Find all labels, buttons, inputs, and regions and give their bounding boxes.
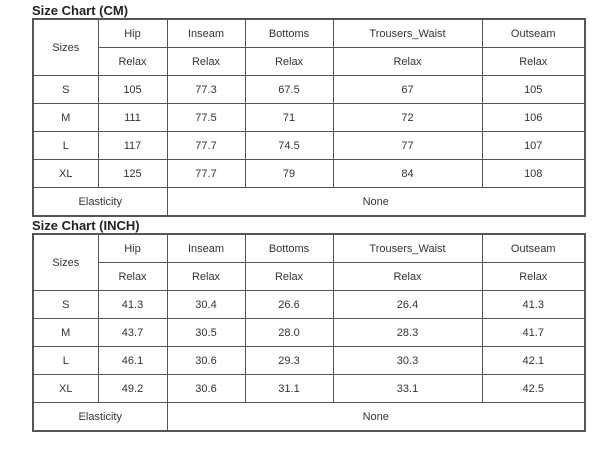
value-cell: 77: [333, 132, 482, 160]
column-header-hip: Hip: [98, 19, 167, 48]
size-cell: S: [33, 291, 98, 319]
value-cell: 33.1: [333, 375, 482, 403]
header-row: [33, 234, 585, 263]
sizes-header: Sizes: [33, 19, 98, 76]
elasticity-label: Elasticity: [33, 188, 167, 217]
elasticity-value: None: [167, 188, 585, 217]
size-cell: M: [33, 104, 98, 132]
value-cell: 117: [98, 132, 167, 160]
size-chart-cm-table: [32, 18, 586, 217]
value-cell: 74.5: [245, 132, 333, 160]
value-cell: 108: [482, 160, 585, 188]
fit-cell: Relax: [333, 48, 482, 76]
column-header-bottoms: Bottoms: [245, 234, 333, 263]
value-cell: 105: [98, 76, 167, 104]
column-header-inseam: Inseam: [167, 234, 245, 263]
value-cell: 30.6: [167, 347, 245, 375]
value-cell: 105: [482, 76, 585, 104]
elasticity-label: Elasticity: [33, 403, 167, 432]
value-cell: 67.5: [245, 76, 333, 104]
value-cell: 77.7: [167, 160, 245, 188]
value-cell: 125: [98, 160, 167, 188]
size-chart-cm-title: Size Chart (CM): [32, 3, 129, 18]
size-cell: M: [33, 319, 98, 347]
fit-row: [33, 48, 585, 76]
header-row: [33, 19, 585, 48]
value-cell: 41.7: [482, 319, 585, 347]
value-cell: 79: [245, 160, 333, 188]
value-cell: 111: [98, 104, 167, 132]
table-row: [33, 291, 585, 319]
fit-cell: Relax: [167, 263, 245, 291]
value-cell: 84: [333, 160, 482, 188]
table-row: [33, 104, 585, 132]
elasticity-value: None: [167, 403, 585, 432]
value-cell: 106: [482, 104, 585, 132]
table-row: [33, 347, 585, 375]
value-cell: 77.7: [167, 132, 245, 160]
size-cell: XL: [33, 160, 98, 188]
value-cell: 43.7: [98, 319, 167, 347]
table-row: [33, 319, 585, 347]
size-chart-inch-title: Size Chart (INCH): [32, 218, 140, 233]
table-row: [33, 375, 585, 403]
elasticity-row: [33, 188, 585, 217]
value-cell: 30.6: [167, 375, 245, 403]
value-cell: 71: [245, 104, 333, 132]
value-cell: 28.0: [245, 319, 333, 347]
size-cell: L: [33, 347, 98, 375]
column-header-trousers-waist: Trousers_Waist: [333, 234, 482, 263]
sizes-header: Sizes: [33, 234, 98, 291]
value-cell: 46.1: [98, 347, 167, 375]
column-header-bottoms: Bottoms: [245, 19, 333, 48]
size-cell: XL: [33, 375, 98, 403]
column-header-trousers-waist: Trousers_Waist: [333, 19, 482, 48]
elasticity-row: [33, 403, 585, 432]
value-cell: 77.5: [167, 104, 245, 132]
value-cell: 77.3: [167, 76, 245, 104]
fit-row: [33, 263, 585, 291]
fit-cell: Relax: [245, 48, 333, 76]
value-cell: 29.3: [245, 347, 333, 375]
column-header-inseam: Inseam: [167, 19, 245, 48]
fit-cell: Relax: [245, 263, 333, 291]
value-cell: 42.5: [482, 375, 585, 403]
table-row: [33, 132, 585, 160]
value-cell: 31.1: [245, 375, 333, 403]
table-row: [33, 76, 585, 104]
fit-cell: Relax: [167, 48, 245, 76]
size-chart-inch-table: [32, 233, 586, 432]
table-row: [33, 160, 585, 188]
value-cell: 26.6: [245, 291, 333, 319]
value-cell: 67: [333, 76, 482, 104]
value-cell: 30.4: [167, 291, 245, 319]
column-header-outseam: Outseam: [482, 234, 585, 263]
fit-cell: Relax: [98, 263, 167, 291]
column-header-hip: Hip: [98, 234, 167, 263]
fit-cell: Relax: [333, 263, 482, 291]
value-cell: 30.3: [333, 347, 482, 375]
value-cell: 49.2: [98, 375, 167, 403]
value-cell: 72: [333, 104, 482, 132]
value-cell: 26.4: [333, 291, 482, 319]
value-cell: 41.3: [482, 291, 585, 319]
column-header-outseam: Outseam: [482, 19, 585, 48]
size-cell: S: [33, 76, 98, 104]
value-cell: 28.3: [333, 319, 482, 347]
value-cell: 41.3: [98, 291, 167, 319]
value-cell: 30.5: [167, 319, 245, 347]
fit-cell: Relax: [482, 263, 585, 291]
value-cell: 42.1: [482, 347, 585, 375]
size-cell: L: [33, 132, 98, 160]
fit-cell: Relax: [482, 48, 585, 76]
value-cell: 107: [482, 132, 585, 160]
fit-cell: Relax: [98, 48, 167, 76]
